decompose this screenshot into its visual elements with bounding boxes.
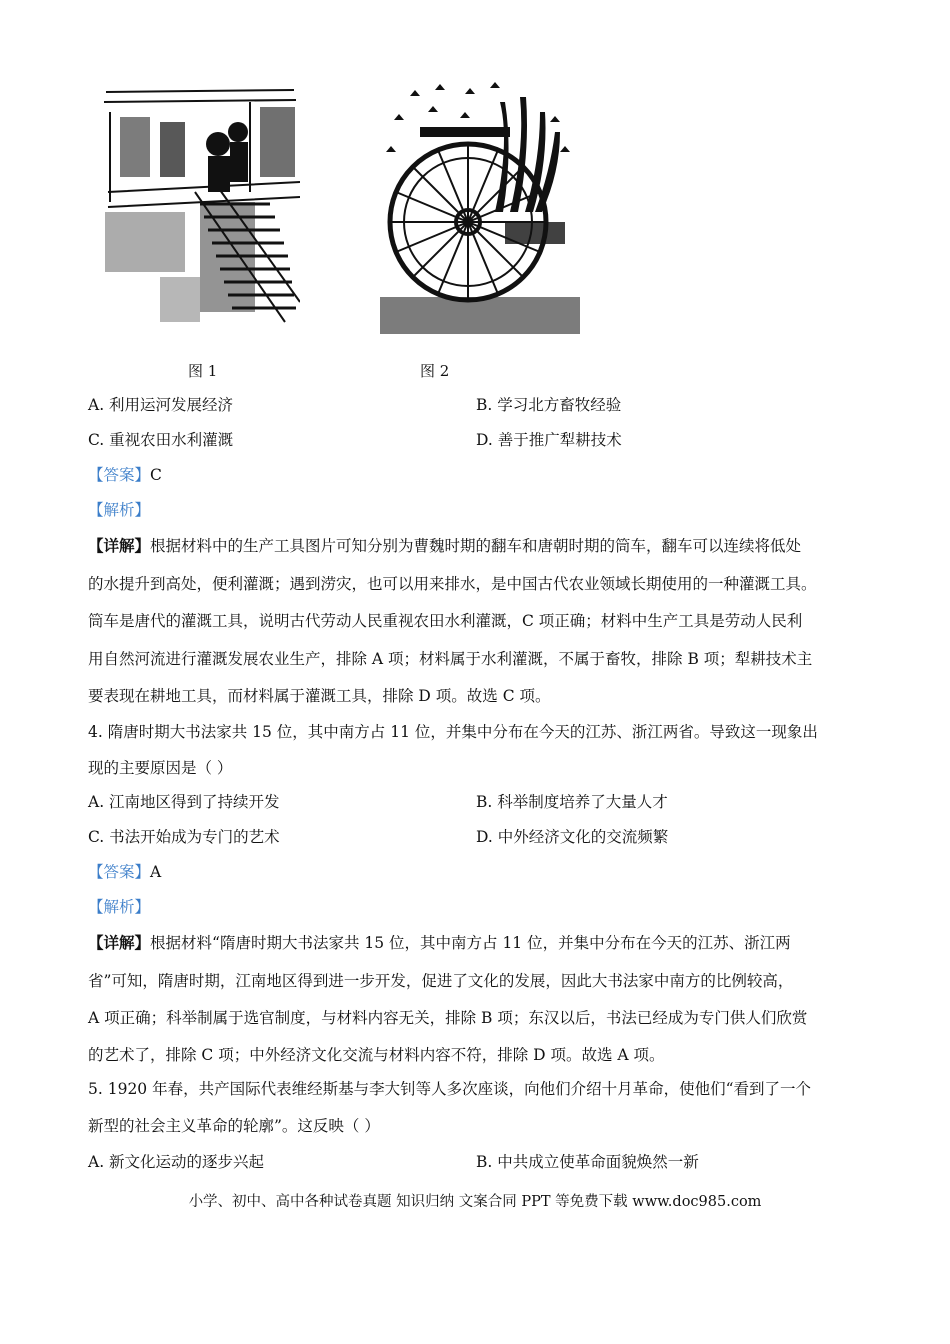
q3-option-d: D. 善于推广犁耕技术 bbox=[476, 431, 622, 449]
detail-tag: 【详解】 bbox=[88, 933, 151, 952]
q3-detail-line-1 bbox=[88, 535, 801, 557]
answer-tag: 【答案】 bbox=[88, 466, 151, 484]
q4-option-b: B. 科举制度培养了大量人才 bbox=[476, 793, 668, 811]
q4-option-a: A. 江南地区得到了持续开发 bbox=[88, 793, 280, 811]
q4-option-c: C. 书法开始成为专门的艺术 bbox=[88, 828, 280, 846]
q3-answer bbox=[88, 464, 162, 486]
q4-detail-line-3: A 项正确；科举制属于选官制度，与材料内容无关，排除 B 项；东汉以后，书法已经成为专门供人们欣赏 bbox=[88, 1009, 808, 1027]
q3-option-c: C. 重视农田水利灌溉 bbox=[88, 431, 234, 449]
q3-option-b: B. 学习北方畜牧经验 bbox=[476, 396, 622, 414]
answer-tag: 【答案】 bbox=[88, 863, 151, 881]
detail-text: 根据材料中的生产工具图片可知分别为曹魏时期的翻车和唐朝时期的筒车，翻车可以连续将低处 bbox=[150, 537, 802, 555]
q4-answer bbox=[88, 861, 161, 883]
tongche-water-wheel-illustration bbox=[380, 82, 580, 334]
answer-value: A bbox=[150, 863, 162, 881]
q5-stem-line-2: 新型的社会主义革命的轮廓”。这反映（ ） bbox=[88, 1117, 380, 1135]
q4-detail-line-2: 省”可知，隋唐时期，江南地区得到进一步开发，促进了文化的发展，因此大书法家中南方的比例较高， bbox=[88, 972, 794, 990]
q3-detail-line-4: 用自然河流进行灌溉发展农业生产，排除 A 项；材料属于水利灌溉，不属于畜牧，排除 B 项；犁耕技术主 bbox=[88, 650, 813, 668]
figure-1-caption: 图 1 bbox=[188, 362, 218, 380]
page-footer: 小学、初中、高中各种试卷真题 知识归纳 文案合同 PPT 等免费下载 www.doc985.com bbox=[188, 1194, 762, 1210]
q4-detail-line-1 bbox=[88, 932, 791, 954]
q5-stem-line-1: 5. 1920 年春，共产国际代表维经斯基与李大钊等人多次座谈，向他们介绍十月革命，使他们“看到了一个 bbox=[88, 1080, 812, 1098]
q4-detail-line-4: 的艺术了，排除 C 项；中外经济文化交流与材料内容不符，排除 D 项。故选 A 项。 bbox=[88, 1046, 665, 1064]
q3-option-a: A. 利用运河发展经济 bbox=[88, 396, 234, 414]
detail-text: 根据材料“隋唐时期大书法家共 15 位，其中南方占 11 位，并集中分布在今天的江苏、浙江两 bbox=[150, 934, 791, 952]
q4-stem-line-1: 4. 隋唐时期大书法家共 15 位，其中南方占 11 位，并集中分布在今天的江苏、浙江两省。导致这一现象出 bbox=[88, 723, 818, 741]
q5-option-b: B. 中共成立使革命面貌焕然一新 bbox=[476, 1153, 699, 1171]
q4-analysis-tag: 【解析】 bbox=[88, 898, 151, 916]
q4-option-d: D. 中外经济文化的交流频繁 bbox=[476, 828, 669, 846]
q3-detail-line-3: 筒车是唐代的灌溉工具，说明古代劳动人民重视农田水利灌溉，C 项正确；材料中生产工具是劳动人民利 bbox=[88, 612, 803, 630]
figure-2-caption: 图 2 bbox=[420, 362, 450, 380]
q3-analysis-tag: 【解析】 bbox=[88, 501, 151, 519]
q4-stem-line-2: 现的主要原因是（ ） bbox=[88, 759, 233, 777]
q3-detail-line-5: 要表现在耕地工具，而材料属于灌溉工具，排除 D 项。故选 C 项。 bbox=[88, 687, 551, 705]
fanche-illustration bbox=[100, 72, 300, 334]
q3-detail-line-2: 的水提升到高处，便利灌溉；遇到涝灾，也可以用来排水，是中国古代农业领域长期使用的一种灌溉工具。 bbox=[88, 575, 817, 593]
q5-option-a: A. 新文化运动的逐步兴起 bbox=[88, 1153, 265, 1171]
answer-value: C bbox=[150, 466, 162, 484]
detail-tag: 【详解】 bbox=[88, 536, 151, 555]
